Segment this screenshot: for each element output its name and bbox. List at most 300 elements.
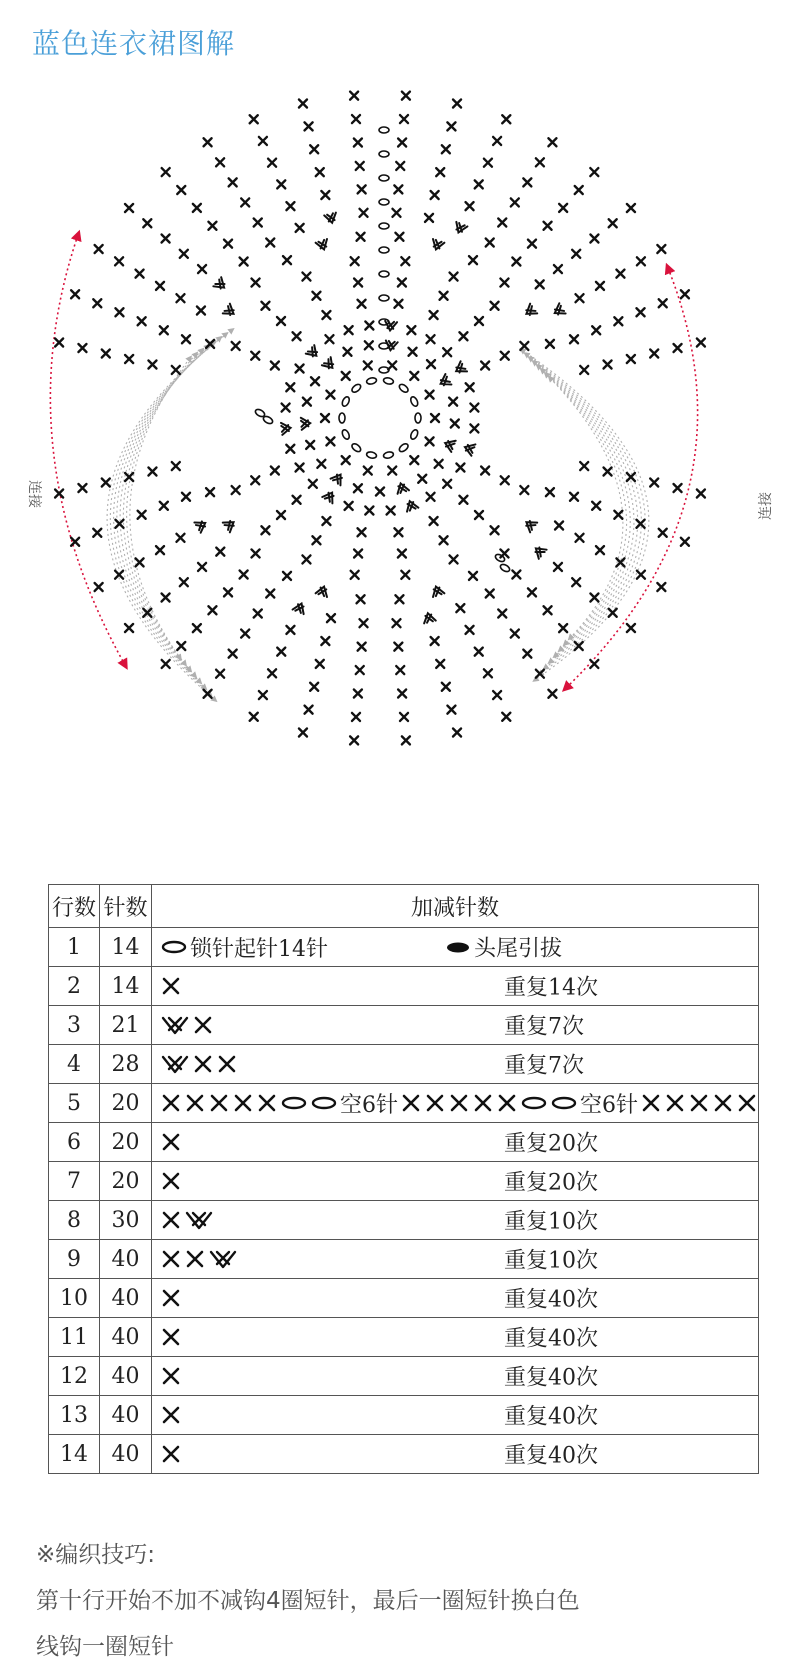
single-crochet-mark — [466, 383, 474, 391]
chain-mark — [379, 199, 389, 205]
single-crochet-symbol — [736, 1092, 758, 1114]
row-number: 8 — [49, 1201, 100, 1240]
single-crochet-mark — [466, 626, 474, 634]
single-crochet-mark — [286, 626, 294, 634]
single-crochet-mark — [254, 218, 262, 226]
increase-mark — [331, 471, 346, 485]
table-row — [49, 1006, 759, 1045]
left-connect-label: 连接 — [26, 480, 42, 508]
crochet-chart-diagram — [0, 70, 800, 830]
single-crochet-mark — [596, 282, 604, 290]
stitch-pattern — [160, 1365, 182, 1387]
single-crochet-mark — [548, 138, 556, 146]
single-crochet-mark — [354, 484, 362, 492]
stitch-pattern — [160, 1013, 214, 1037]
single-crochet-mark — [321, 414, 329, 422]
right-guide-arc — [546, 374, 627, 644]
single-crochet-mark — [546, 488, 554, 496]
table-row — [49, 1240, 759, 1279]
single-crochet-mark — [590, 660, 598, 668]
single-crochet-mark — [484, 159, 492, 167]
pattern-text: 锁针起针14针 — [190, 936, 328, 962]
increase-mark — [322, 489, 337, 503]
single-crochet-mark — [322, 517, 330, 525]
single-crochet-mark — [498, 218, 506, 226]
stitch-count: 30 — [99, 1201, 151, 1240]
single-crochet-mark — [469, 572, 477, 580]
single-crochet-mark — [232, 486, 240, 494]
single-crochet-mark — [451, 419, 459, 427]
single-crochet-mark — [352, 115, 360, 123]
increase-symbol — [208, 1247, 238, 1271]
single-crochet-mark — [358, 528, 366, 536]
increase-mark — [316, 239, 330, 251]
single-crochet-mark — [283, 572, 291, 580]
single-crochet-symbol — [400, 1092, 422, 1114]
increase-symbol — [160, 1052, 190, 1076]
single-crochet-mark — [360, 619, 368, 627]
left-connect-arrow — [50, 235, 125, 665]
single-crochet-mark — [342, 372, 350, 380]
stitch-count: 40 — [99, 1357, 151, 1396]
single-crochet-mark — [326, 437, 334, 445]
single-crochet-mark — [327, 614, 335, 622]
increase-mark — [438, 374, 452, 389]
chain-mark — [351, 442, 363, 453]
tips-line-2: 线钩一圈短针 — [36, 1634, 174, 1660]
single-crochet-symbol — [184, 1248, 206, 1270]
single-crochet-mark — [365, 507, 373, 515]
single-crochet-mark — [493, 137, 501, 145]
single-crochet-mark — [311, 377, 319, 385]
stitch-pattern — [160, 1088, 758, 1119]
single-crochet-mark — [312, 292, 320, 300]
stitch-pattern — [160, 1443, 182, 1465]
single-crochet-mark — [681, 290, 689, 298]
single-crochet-mark — [590, 168, 598, 176]
single-crochet-mark — [450, 555, 458, 563]
row-number: 4 — [49, 1045, 100, 1084]
single-crochet-mark — [410, 456, 418, 464]
table-row — [49, 1162, 759, 1201]
slip-stitch-symbol — [444, 936, 472, 958]
single-crochet-mark — [322, 311, 330, 319]
single-crochet-mark — [674, 344, 682, 352]
single-crochet-mark — [392, 619, 400, 627]
table-row — [49, 1045, 759, 1084]
single-crochet-mark — [398, 690, 406, 698]
increase-symbol — [160, 1013, 190, 1037]
single-crochet-mark — [357, 233, 365, 241]
single-crochet-mark — [436, 660, 444, 668]
row-instructions — [152, 967, 759, 1006]
table-row — [49, 1123, 759, 1162]
single-crochet-mark — [431, 414, 439, 422]
row-instructions — [152, 928, 759, 967]
right-guide-arc — [530, 358, 641, 668]
single-crochet-mark — [277, 511, 285, 519]
stitch-pattern — [160, 1287, 182, 1309]
single-crochet-mark — [498, 610, 506, 618]
increase-mark — [523, 517, 537, 532]
single-crochet-mark — [398, 550, 406, 558]
single-crochet-mark — [559, 624, 567, 632]
single-crochet-mark — [296, 364, 304, 372]
stitch-count: 21 — [99, 1006, 151, 1045]
single-crochet-mark — [198, 563, 206, 571]
single-crochet-mark — [241, 630, 249, 638]
single-crochet-mark — [321, 637, 329, 645]
stitch-pattern — [160, 975, 182, 997]
header-stitch-count: 针数 — [99, 885, 151, 928]
single-crochet-mark — [354, 138, 362, 146]
single-crochet-mark — [427, 493, 435, 501]
single-crochet-mark — [293, 332, 301, 340]
single-crochet-mark — [310, 683, 318, 691]
single-crochet-mark — [459, 496, 467, 504]
single-crochet-mark — [162, 168, 170, 176]
single-crochet-symbol — [160, 1326, 182, 1348]
single-crochet-symbol — [712, 1092, 734, 1114]
single-crochet-mark — [204, 690, 212, 698]
single-crochet-mark — [277, 648, 285, 656]
single-crochet-mark — [401, 571, 409, 579]
single-crochet-mark — [486, 239, 494, 247]
single-crochet-mark — [650, 349, 658, 357]
single-crochet-mark — [266, 239, 274, 247]
single-crochet-mark — [277, 180, 285, 188]
single-crochet-mark — [182, 493, 190, 501]
table-row — [49, 1201, 759, 1240]
single-crochet-mark — [427, 360, 435, 368]
single-crochet-mark — [268, 159, 276, 167]
single-crochet-mark — [268, 669, 276, 677]
increase-mark — [463, 441, 475, 455]
single-crochet-mark — [352, 713, 360, 721]
single-crochet-mark — [125, 355, 133, 363]
single-crochet-mark — [252, 549, 260, 557]
row-number: 14 — [49, 1435, 100, 1474]
single-crochet-mark — [453, 728, 461, 736]
increase-mark — [552, 303, 566, 318]
single-crochet-mark — [351, 257, 359, 265]
single-crochet-mark — [316, 168, 324, 176]
single-crochet-symbol — [424, 1092, 446, 1114]
single-crochet-mark — [78, 484, 86, 492]
row-instructions — [152, 1006, 759, 1045]
header-instructions: 加减针数 — [152, 885, 759, 928]
single-crochet-mark — [162, 235, 170, 243]
single-crochet-mark — [356, 162, 364, 170]
stitch-count: 20 — [99, 1162, 151, 1201]
chain-mark — [379, 295, 389, 301]
single-crochet-mark — [172, 366, 180, 374]
single-crochet-mark — [627, 624, 635, 632]
single-crochet-mark — [216, 548, 224, 556]
repeat-text: 重复7次 — [504, 1053, 584, 1079]
single-crochet-mark — [544, 606, 552, 614]
single-crochet-mark — [351, 571, 359, 579]
stitch-count: 20 — [99, 1084, 151, 1123]
right-connect-label: 连接 — [758, 492, 774, 520]
single-crochet-mark — [102, 479, 110, 487]
single-crochet-mark — [512, 570, 520, 578]
increase-mark — [404, 499, 418, 511]
single-crochet-mark — [425, 214, 433, 222]
single-crochet-mark — [93, 529, 101, 537]
single-crochet-mark — [388, 467, 396, 475]
single-crochet-mark — [376, 488, 384, 496]
increase-mark — [430, 585, 444, 597]
single-crochet-mark — [342, 456, 350, 464]
increase-mark — [281, 422, 291, 435]
single-crochet-mark — [394, 643, 402, 651]
single-crochet-mark — [659, 299, 667, 307]
chain-mark — [379, 223, 389, 229]
single-crochet-mark — [426, 391, 434, 399]
single-crochet-mark — [102, 349, 110, 357]
header-row-number: 行数 — [49, 885, 100, 928]
single-crochet-mark — [394, 528, 402, 536]
increase-mark — [223, 304, 237, 319]
chain-mark — [341, 396, 351, 408]
single-crochet-mark — [156, 282, 164, 290]
stitch-pattern — [160, 1208, 214, 1232]
repeat-text: 重复20次 — [504, 1131, 598, 1157]
single-crochet-mark — [536, 670, 544, 678]
single-crochet-mark — [364, 361, 372, 369]
single-crochet-mark — [240, 570, 248, 578]
knitting-tips — [36, 1532, 580, 1670]
single-crochet-mark — [466, 202, 474, 210]
single-crochet-mark — [224, 240, 232, 248]
stitch-count: 40 — [99, 1279, 151, 1318]
single-crochet-mark — [627, 473, 635, 481]
row-number: 10 — [49, 1279, 100, 1318]
single-crochet-mark — [216, 670, 224, 678]
single-crochet-mark — [115, 308, 123, 316]
table-header-row — [49, 885, 759, 928]
single-crochet-mark — [616, 558, 624, 566]
single-crochet-mark — [436, 168, 444, 176]
single-crochet-mark — [180, 250, 188, 258]
single-crochet-mark — [501, 352, 509, 360]
single-crochet-mark — [536, 158, 544, 166]
single-crochet-symbol — [192, 1014, 214, 1036]
row-number: 11 — [49, 1318, 100, 1357]
single-crochet-mark — [481, 362, 489, 370]
single-crochet-mark — [125, 624, 133, 632]
stitch-pattern — [444, 932, 562, 963]
single-crochet-mark — [125, 473, 133, 481]
single-crochet-mark — [475, 180, 483, 188]
single-crochet-mark — [475, 648, 483, 656]
single-crochet-mark — [475, 511, 483, 519]
chain-mark — [366, 377, 377, 385]
row-number: 3 — [49, 1006, 100, 1045]
single-crochet-mark — [431, 191, 439, 199]
single-crochet-mark — [590, 235, 598, 243]
table-row — [49, 1318, 759, 1357]
single-crochet-mark — [395, 233, 403, 241]
single-crochet-mark — [358, 643, 366, 651]
single-crochet-symbol — [256, 1092, 278, 1114]
single-crochet-mark — [350, 736, 358, 744]
single-crochet-mark — [358, 300, 366, 308]
single-crochet-mark — [282, 404, 290, 412]
increase-mark — [322, 357, 337, 372]
single-crochet-mark — [544, 222, 552, 230]
single-crochet-mark — [356, 666, 364, 674]
single-crochet-mark — [674, 484, 682, 492]
single-crochet-mark — [409, 348, 417, 356]
single-crochet-mark — [387, 507, 395, 515]
single-crochet-mark — [596, 546, 604, 554]
repeat-text: 重复40次 — [504, 1326, 598, 1352]
single-crochet-mark — [309, 480, 317, 488]
single-crochet-mark — [232, 342, 240, 350]
single-crochet-mark — [657, 583, 665, 591]
single-crochet-mark — [609, 219, 617, 227]
row-number: 12 — [49, 1357, 100, 1396]
single-crochet-mark — [401, 257, 409, 265]
row-number: 2 — [49, 967, 100, 1006]
single-crochet-mark — [442, 683, 450, 691]
single-crochet-mark — [306, 441, 314, 449]
single-crochet-mark — [115, 520, 123, 528]
single-crochet-mark — [470, 424, 478, 432]
single-crochet-mark — [609, 609, 617, 617]
repeat-text: 重复20次 — [504, 1170, 598, 1196]
single-crochet-symbol — [160, 1170, 182, 1192]
single-crochet-mark — [398, 138, 406, 146]
single-crochet-mark — [559, 204, 567, 212]
stitch-count: 40 — [99, 1396, 151, 1435]
single-crochet-mark — [354, 690, 362, 698]
single-crochet-symbol — [192, 1053, 214, 1075]
table-row — [49, 967, 759, 1006]
single-crochet-mark — [95, 583, 103, 591]
single-crochet-mark — [426, 437, 434, 445]
single-crochet-mark — [398, 278, 406, 286]
single-crochet-mark — [251, 476, 259, 484]
stitch-pattern — [160, 1326, 182, 1348]
stitch-count: 40 — [99, 1435, 151, 1474]
row-instructions — [152, 1357, 759, 1396]
single-crochet-mark — [240, 258, 248, 266]
single-crochet-mark — [162, 660, 170, 668]
single-crochet-mark — [592, 502, 600, 510]
repeat-text: 重复10次 — [504, 1209, 598, 1235]
single-crochet-mark — [555, 522, 563, 530]
single-crochet-mark — [325, 335, 333, 343]
row-number: 13 — [49, 1396, 100, 1435]
repeat-text: 重复40次 — [504, 1404, 598, 1430]
single-crochet-mark — [136, 558, 144, 566]
single-crochet-mark — [502, 713, 510, 721]
tips-heading: ※编织技巧: — [36, 1542, 156, 1568]
single-crochet-mark — [502, 115, 510, 123]
chain-mark — [379, 151, 389, 157]
repeat-text: 重复14次 — [504, 975, 598, 1001]
tips-line-1: 第十行开始不加不减钩4圈短针，最后一圈短针换白色 — [36, 1588, 580, 1614]
chain-mark — [383, 377, 394, 385]
single-crochet-mark — [317, 460, 325, 468]
pattern-text: 头尾引拔 — [474, 936, 563, 962]
chain-stitch-symbol — [160, 936, 188, 958]
single-crochet-mark — [357, 595, 365, 603]
single-crochet-mark — [208, 222, 216, 230]
table-row — [49, 1357, 759, 1396]
single-crochet-mark — [343, 348, 351, 356]
single-crochet-mark — [430, 311, 438, 319]
single-crochet-mark — [216, 158, 224, 166]
chain-mark — [341, 429, 351, 441]
single-crochet-mark — [251, 352, 259, 360]
single-crochet-mark — [450, 273, 458, 281]
single-crochet-mark — [193, 204, 201, 212]
single-crochet-mark — [277, 317, 285, 325]
stitch-pattern — [160, 1404, 182, 1426]
row-instructions — [152, 1435, 759, 1474]
single-crochet-mark — [177, 642, 185, 650]
repeat-text: 重复7次 — [504, 1014, 584, 1040]
single-crochet-mark — [302, 273, 310, 281]
single-crochet-mark — [520, 486, 528, 494]
single-crochet-mark — [303, 398, 311, 406]
chain-mark — [379, 127, 389, 133]
single-crochet-mark — [400, 115, 408, 123]
stitch-pattern — [160, 1052, 238, 1076]
single-crochet-mark — [193, 624, 201, 632]
pattern-text: 空6针 — [340, 1092, 398, 1118]
single-crochet-mark — [326, 391, 334, 399]
single-crochet-mark — [93, 299, 101, 307]
single-crochet-mark — [229, 650, 237, 658]
single-crochet-mark — [592, 326, 600, 334]
single-crochet-mark — [576, 534, 584, 542]
single-crochet-mark — [493, 691, 501, 699]
single-crochet-mark — [681, 538, 689, 546]
single-crochet-mark — [443, 480, 451, 488]
increase-mark — [223, 517, 237, 532]
single-crochet-mark — [637, 257, 645, 265]
single-crochet-mark — [548, 690, 556, 698]
single-crochet-mark — [259, 691, 267, 699]
stitch-pattern — [160, 1131, 182, 1153]
single-crochet-mark — [637, 308, 645, 316]
row-number: 1 — [49, 928, 100, 967]
single-crochet-mark — [296, 464, 304, 472]
single-crochet-mark — [572, 578, 580, 586]
row-number: 5 — [49, 1084, 100, 1123]
single-crochet-mark — [305, 122, 313, 130]
single-crochet-mark — [627, 204, 635, 212]
single-crochet-mark — [590, 593, 598, 601]
single-crochet-mark — [252, 279, 260, 287]
increase-mark — [453, 222, 468, 235]
single-crochet-mark — [554, 563, 562, 571]
single-crochet-symbol — [496, 1092, 518, 1114]
single-crochet-symbol — [160, 1287, 182, 1309]
single-crochet-mark — [250, 713, 258, 721]
table-row — [49, 1396, 759, 1435]
single-crochet-mark — [523, 178, 531, 186]
row-instructions — [152, 1279, 759, 1318]
increase-mark — [532, 544, 547, 559]
single-crochet-mark — [459, 332, 467, 340]
left-guide-arc — [123, 350, 202, 670]
